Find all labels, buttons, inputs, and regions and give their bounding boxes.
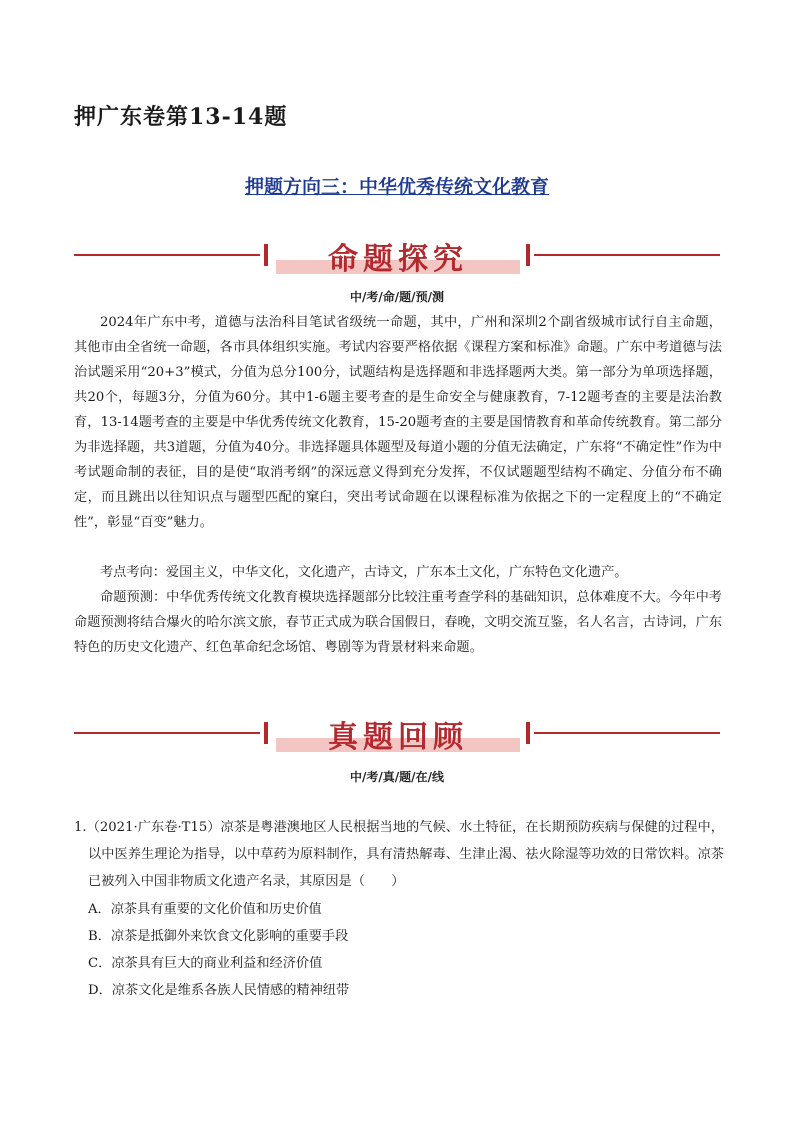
option-b[interactable]: B．凉茶是抵御外来饮食文化影响的重要手段 (88, 929, 349, 944)
section-subheading: 中/考/真/题/在/线 (350, 770, 444, 784)
section-banner-exploration (74, 238, 720, 282)
section-banner-review (74, 716, 720, 760)
option-d[interactable]: D．凉茶文化是维系各族人民情感的精神纽带 (88, 983, 350, 998)
banner-tick-left (264, 244, 268, 266)
option-a[interactable]: A．凉茶具有重要的文化价值和历史价值 (88, 902, 322, 917)
banner-rule-right (534, 254, 720, 256)
exam-points-paragraph: 考点考向：爱国主义，中华文化，文化遗产，古诗文，广东本土文化，广东特色文化遗产。 (100, 565, 628, 580)
page-title: 押广东卷第13-14题 (74, 104, 288, 130)
intro-paragraph: 2024年广东中考，道德与法治科目笔试省级统一命题，其中，广州和深圳2个副省级城市试行自主命题，其他市由全省统一命题，各市具体组织实施。考试内容要严格依据《课程方案和标准》命题。广东中考道德与法治试题采用“20+3”模式，分值为总分100分，试题结构是选择题和非选择题两大类。第一部分为单项选择题，共20个，每题3分，分值为60分。其中1-6题主要考查的是生命安全与健康教育，7-12题考查的主要是法治教育，13-14题考查的主要是中华优秀传统文化教育，15-20题考查的主要是国情教育和革命传统教育。第二部分为非选择题，共3道题，分值为40分。非选择题具体题型及每道小题的分值无法确定，广东将“不确定性”作为中考试题命制的表征，目的是使“取消考纲”的深远意义得到充分发挥，不仅试题题型结构不确定、分值分布不确定，而且跳出以往知识点与题型匹配的窠臼，突出考试命题在以课程标准为依据之下的一定程度上的“不确定性”，彰显“百变”魅力。 (74, 315, 722, 530)
banner-title: 真题回顾 (328, 720, 468, 755)
direction-link[interactable]: 押题方向三：中华优秀传统文化教育 (244, 176, 549, 198)
question-stem: （2021·广东卷·T15）凉茶是粤港澳地区人民根据当地的气候、水土特征，在长期预防疾病与保健的过程中，以中医养生理论为指导，以中草药为原料制作，具有清热解毒、生津止渴、祛火除湿等功效的日常饮料。凉茶已被列入中国非物质文化遗产名录，其原因是（ ） (86, 820, 724, 889)
banner-rule-right (534, 732, 720, 734)
option-c[interactable]: C．凉茶具有巨大的商业利益和经济价值 (88, 956, 323, 971)
prediction-paragraph: 命题预测：中华优秀传统文化教育模块选择题部分比较注重考查学科的基础知识，总体难度不大。今年中考命题预测将结合爆火的哈尔滨文旅，春节正式成为联合国假日，春晚，文明交流互鉴，名人名言，古诗词，广东特色的历史文化遗产、红色革命纪念场馆、粤剧等为背景材料来命题。 (74, 590, 722, 655)
banner-tick-left (264, 722, 268, 744)
section-subheading: 中/考/命/题/预/测 (350, 290, 444, 304)
question-1 (74, 814, 724, 895)
banner-title: 命题探究 (328, 242, 468, 277)
banner-rule-left (74, 254, 260, 256)
banner-tick-right (526, 244, 530, 266)
banner-rule-left (74, 732, 260, 734)
banner-tick-right (526, 722, 530, 744)
question-number: 1. (74, 820, 87, 835)
